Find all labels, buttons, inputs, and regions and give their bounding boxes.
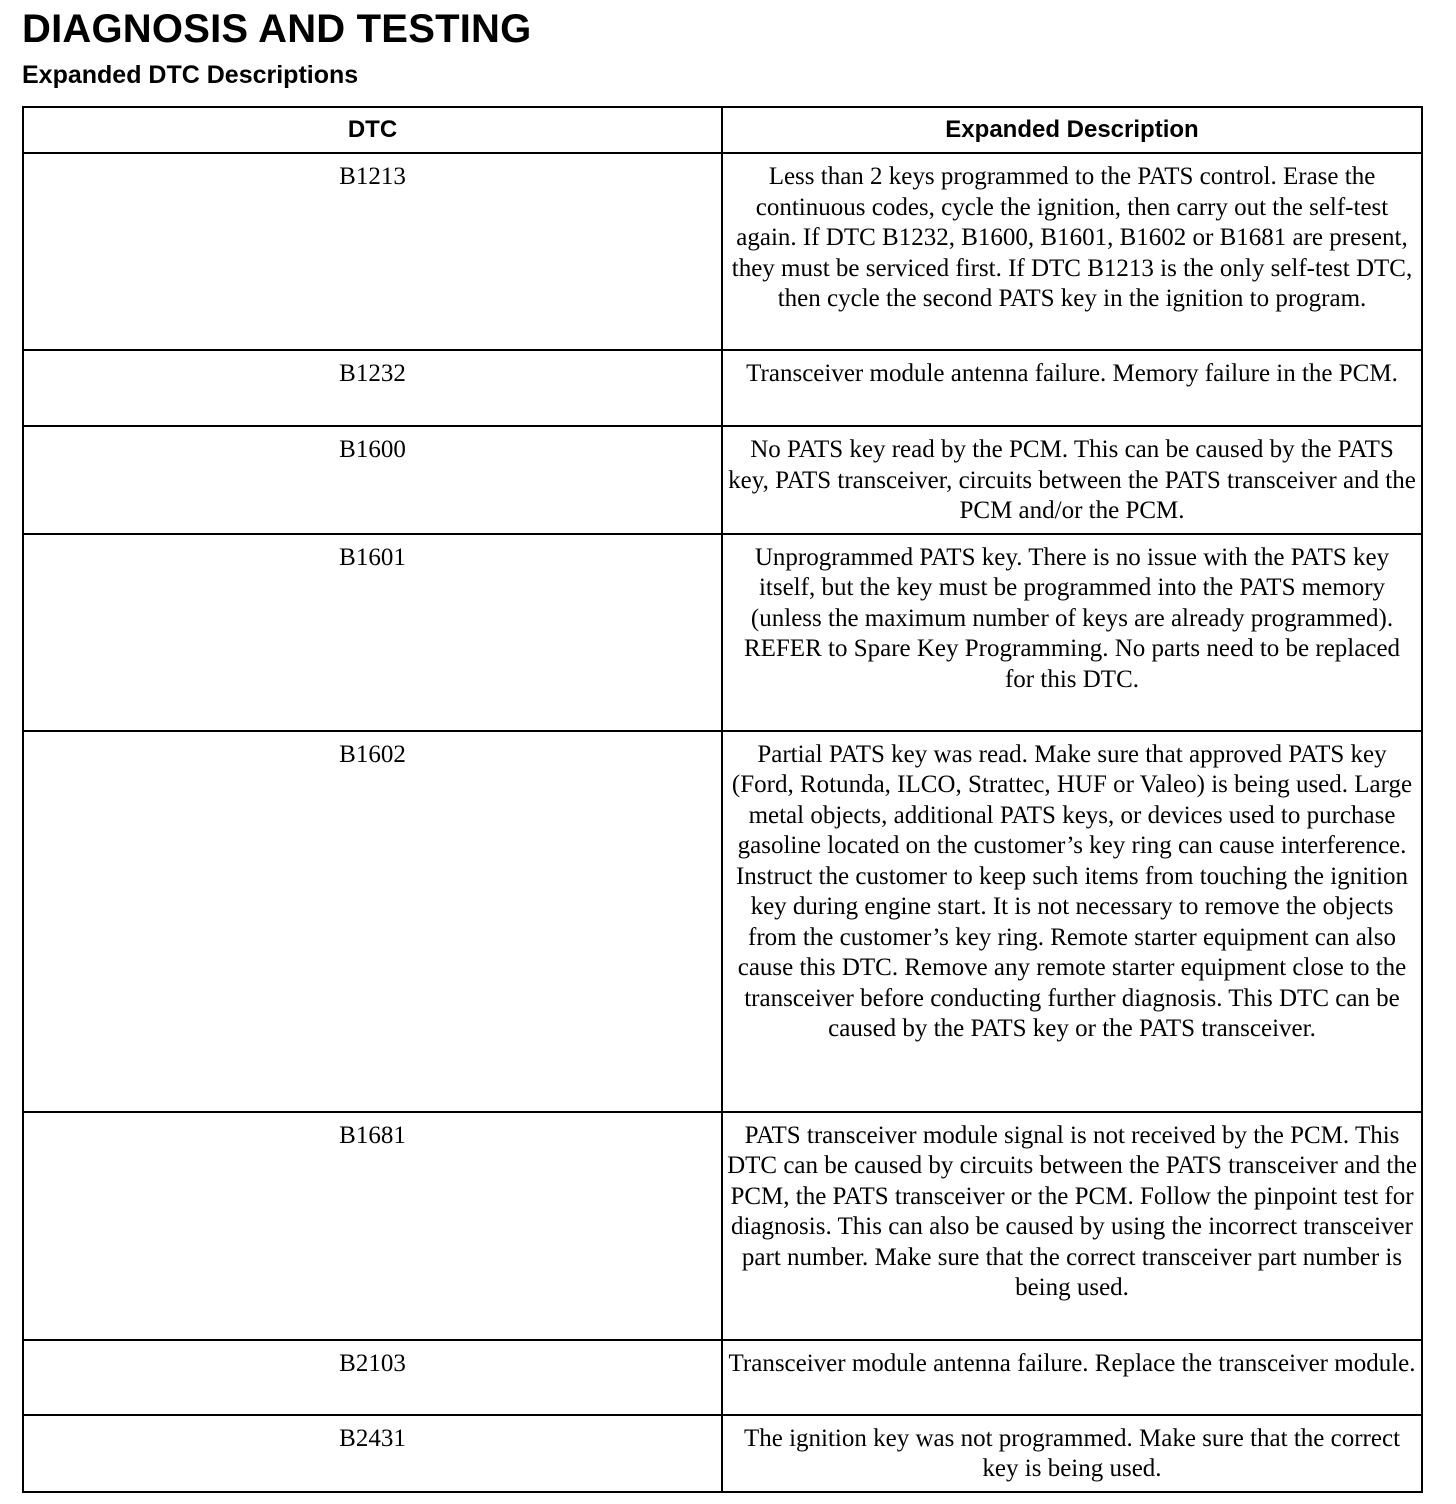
dtc-code-cell: B1602 bbox=[23, 731, 722, 1112]
dtc-code-cell: B1600 bbox=[23, 426, 722, 534]
table-row bbox=[23, 1415, 1422, 1492]
table-header-row bbox=[23, 107, 1422, 153]
table-row bbox=[23, 534, 1422, 731]
dtc-code-cell: B1213 bbox=[23, 153, 722, 350]
table-row bbox=[23, 731, 1422, 1112]
table-row bbox=[23, 153, 1422, 350]
dtc-description-cell: Transceiver module antenna failure. Replace the transceiver module. bbox=[722, 1340, 1422, 1415]
table-row bbox=[23, 1340, 1422, 1415]
dtc-code-cell: B1232 bbox=[23, 350, 722, 426]
table-row bbox=[23, 1112, 1422, 1340]
dtc-description-cell: No PATS key read by the PCM. This can be caused by the PATS key, PATS transceiver, circuits between the PATS transceiver and the PCM and/or the PCM. bbox=[722, 426, 1422, 534]
table-row bbox=[23, 350, 1422, 426]
table-row bbox=[23, 426, 1422, 534]
dtc-code-cell: B2431 bbox=[23, 1415, 722, 1492]
page-title: DIAGNOSIS AND TESTING bbox=[22, 7, 532, 51]
dtc-description-cell: Unprogrammed PATS key. There is no issue with the PATS key itself, but the key must be programmed into the PATS memory (unless the maximum number of keys are already programmed). REFER to Spare Key Programming. No parts need to be replaced for this DTC. bbox=[722, 534, 1422, 731]
dtc-code-cell: B1601 bbox=[23, 534, 722, 731]
dtc-description-cell: Partial PATS key was read. Make sure that approved PATS key (Ford, Rotunda, ILCO, Strattec, HUF or Valeo) is being used. Large metal objects, additional PATS keys, or devices used to purchase gasoline located on the customer’s key ring can cause interference. Instruct the customer to keep such items from touching the ignition key during engine start. It is not necessary to remove the objects from the customer’s key ring. Remote starter equipment can also cause this DTC. Remove any remote starter equipment close to the transceiver before conducting further diagnosis. This DTC can be caused by the PATS key or the PATS transceiver. bbox=[722, 731, 1422, 1112]
dtc-description-cell: Transceiver module antenna failure. Memory failure in the PCM. bbox=[722, 350, 1422, 426]
dtc-code-cell: B2103 bbox=[23, 1340, 722, 1415]
dtc-table bbox=[22, 106, 1423, 1493]
section-subtitle: Expanded DTC Descriptions bbox=[22, 61, 359, 89]
column-header-description: Expanded Description bbox=[722, 107, 1422, 153]
dtc-code-cell: B1681 bbox=[23, 1112, 722, 1340]
column-header-dtc: DTC bbox=[23, 107, 722, 153]
dtc-description-cell: Less than 2 keys programmed to the PATS control. Erase the continuous codes, cycle the ignition, then carry out the self-test again. If DTC B1232, B1600, B1601, B1602 or B1681 are present, they must be serviced first. If DTC B1213 is the only self-test DTC, then cycle the second PATS key in the ignition to program. bbox=[722, 153, 1422, 350]
dtc-description-cell: The ignition key was not programmed. Make sure that the correct key is being used. bbox=[722, 1415, 1422, 1492]
dtc-description-cell: PATS transceiver module signal is not received by the PCM. This DTC can be caused by circuits between the PATS transceiver and the PCM, the PATS transceiver or the PCM. Follow the pinpoint test for diagnosis. This can also be caused by using the incorrect transceiver part number. Make sure that the correct transceiver part number is being used. bbox=[722, 1112, 1422, 1340]
